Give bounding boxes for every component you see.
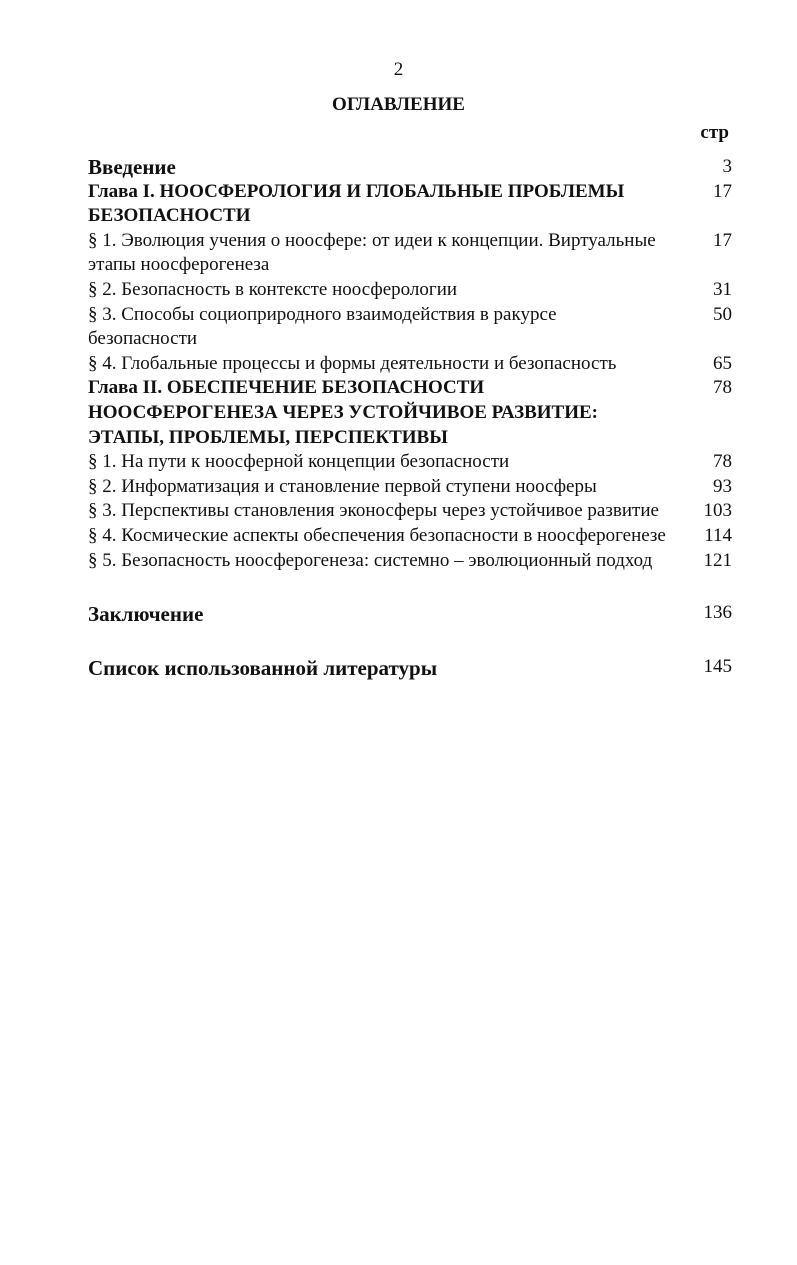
toc-entry-introduction — [88, 155, 732, 180]
toc-entry-bibliography — [88, 655, 732, 681]
toc-entry-page: 65 — [713, 352, 732, 374]
page-title: ОГЛАВЛЕНИЕ — [332, 94, 465, 115]
toc-entry-section — [88, 524, 732, 549]
toc-entry-title: § 3. Перспективы становления эконосферы через устойчивое развитие — [88, 500, 659, 522]
toc-entry-section — [88, 549, 732, 574]
toc-entry-page: 31 — [713, 278, 732, 300]
toc-entry-section — [88, 352, 732, 377]
toc-entry-page: 136 — [703, 602, 732, 624]
toc-entry-page: 17 — [713, 229, 732, 251]
toc-entry-section — [88, 450, 732, 475]
toc-entry-title: § 2. Информатизация и становление первой ступени ноосферы — [88, 475, 597, 497]
toc-entry-section — [88, 278, 732, 303]
toc-entry-title: Глава II. ОБЕСПЕЧЕНИЕ БЕЗОПАСНОСТИ НООСФЕРОГЕНЕЗА ЧЕРЕЗ УСТОЙЧИВОЕ РАЗВИТИЕ: ЭТАПЫ, ПРОБЛЕМЫ, ПЕРСПЕКТИВЫ — [88, 377, 599, 448]
toc-entry-title: § 4. Глобальные процессы и формы деятельности и безопасность — [88, 352, 617, 374]
toc-entry-page: 103 — [703, 500, 732, 522]
toc-entry-title: § 5. Безопасность ноосферогенеза: системно – эволюционный подход — [88, 549, 653, 571]
toc-entry-page: 93 — [713, 475, 732, 497]
toc-entry-title: Список использованной литературы — [88, 656, 438, 681]
page-number: 2 — [393, 59, 404, 80]
toc-entry-title: § 3. Способы социоприродного взаимодействия в ракурсе безопасности — [88, 303, 557, 350]
toc-entry-page: 145 — [703, 656, 732, 678]
toc-entry-page: 121 — [703, 549, 732, 571]
toc-entry-title: Заключение — [88, 602, 204, 627]
toc-entry-section — [88, 303, 732, 352]
toc-entry-page: 78 — [713, 377, 732, 399]
toc-entry-conclusion — [88, 601, 732, 627]
toc-entry-page: 78 — [713, 451, 732, 473]
toc-entry-title: § 1. Эволюция учения о ноосфере: от идеи к концепции. Виртуальные этапы ноосферогенеза — [88, 229, 656, 276]
page-column-label: стр — [700, 122, 729, 143]
toc-entry-chapter-2 — [88, 376, 732, 450]
toc-entry-chapter-1 — [88, 180, 732, 229]
toc-entry-section — [88, 229, 732, 278]
toc-entry-section — [88, 499, 732, 524]
toc-entry-page: 114 — [704, 524, 732, 546]
toc-entry-title: Введение — [88, 155, 176, 179]
toc-entry-section — [88, 475, 732, 500]
toc-entry-title: § 1. На пути к ноосферной концепции безопасности — [88, 451, 510, 473]
toc-entry-page: 50 — [713, 303, 732, 325]
toc-entry-title: § 4. Космические аспекты обеспечения безопасности в ноосферогенезе — [88, 524, 666, 546]
table-of-contents — [88, 155, 732, 681]
toc-entry-page: 3 — [722, 156, 732, 177]
toc-entry-title: § 2. Безопасность в контексте ноосферологии — [88, 278, 458, 300]
toc-entry-title: Глава I. НООСФЕРОЛОГИЯ И ГЛОБАЛЬНЫЕ ПРОБЛЕМЫ БЕЗОПАСНОСТИ — [88, 180, 625, 227]
toc-entry-page: 17 — [713, 180, 732, 202]
